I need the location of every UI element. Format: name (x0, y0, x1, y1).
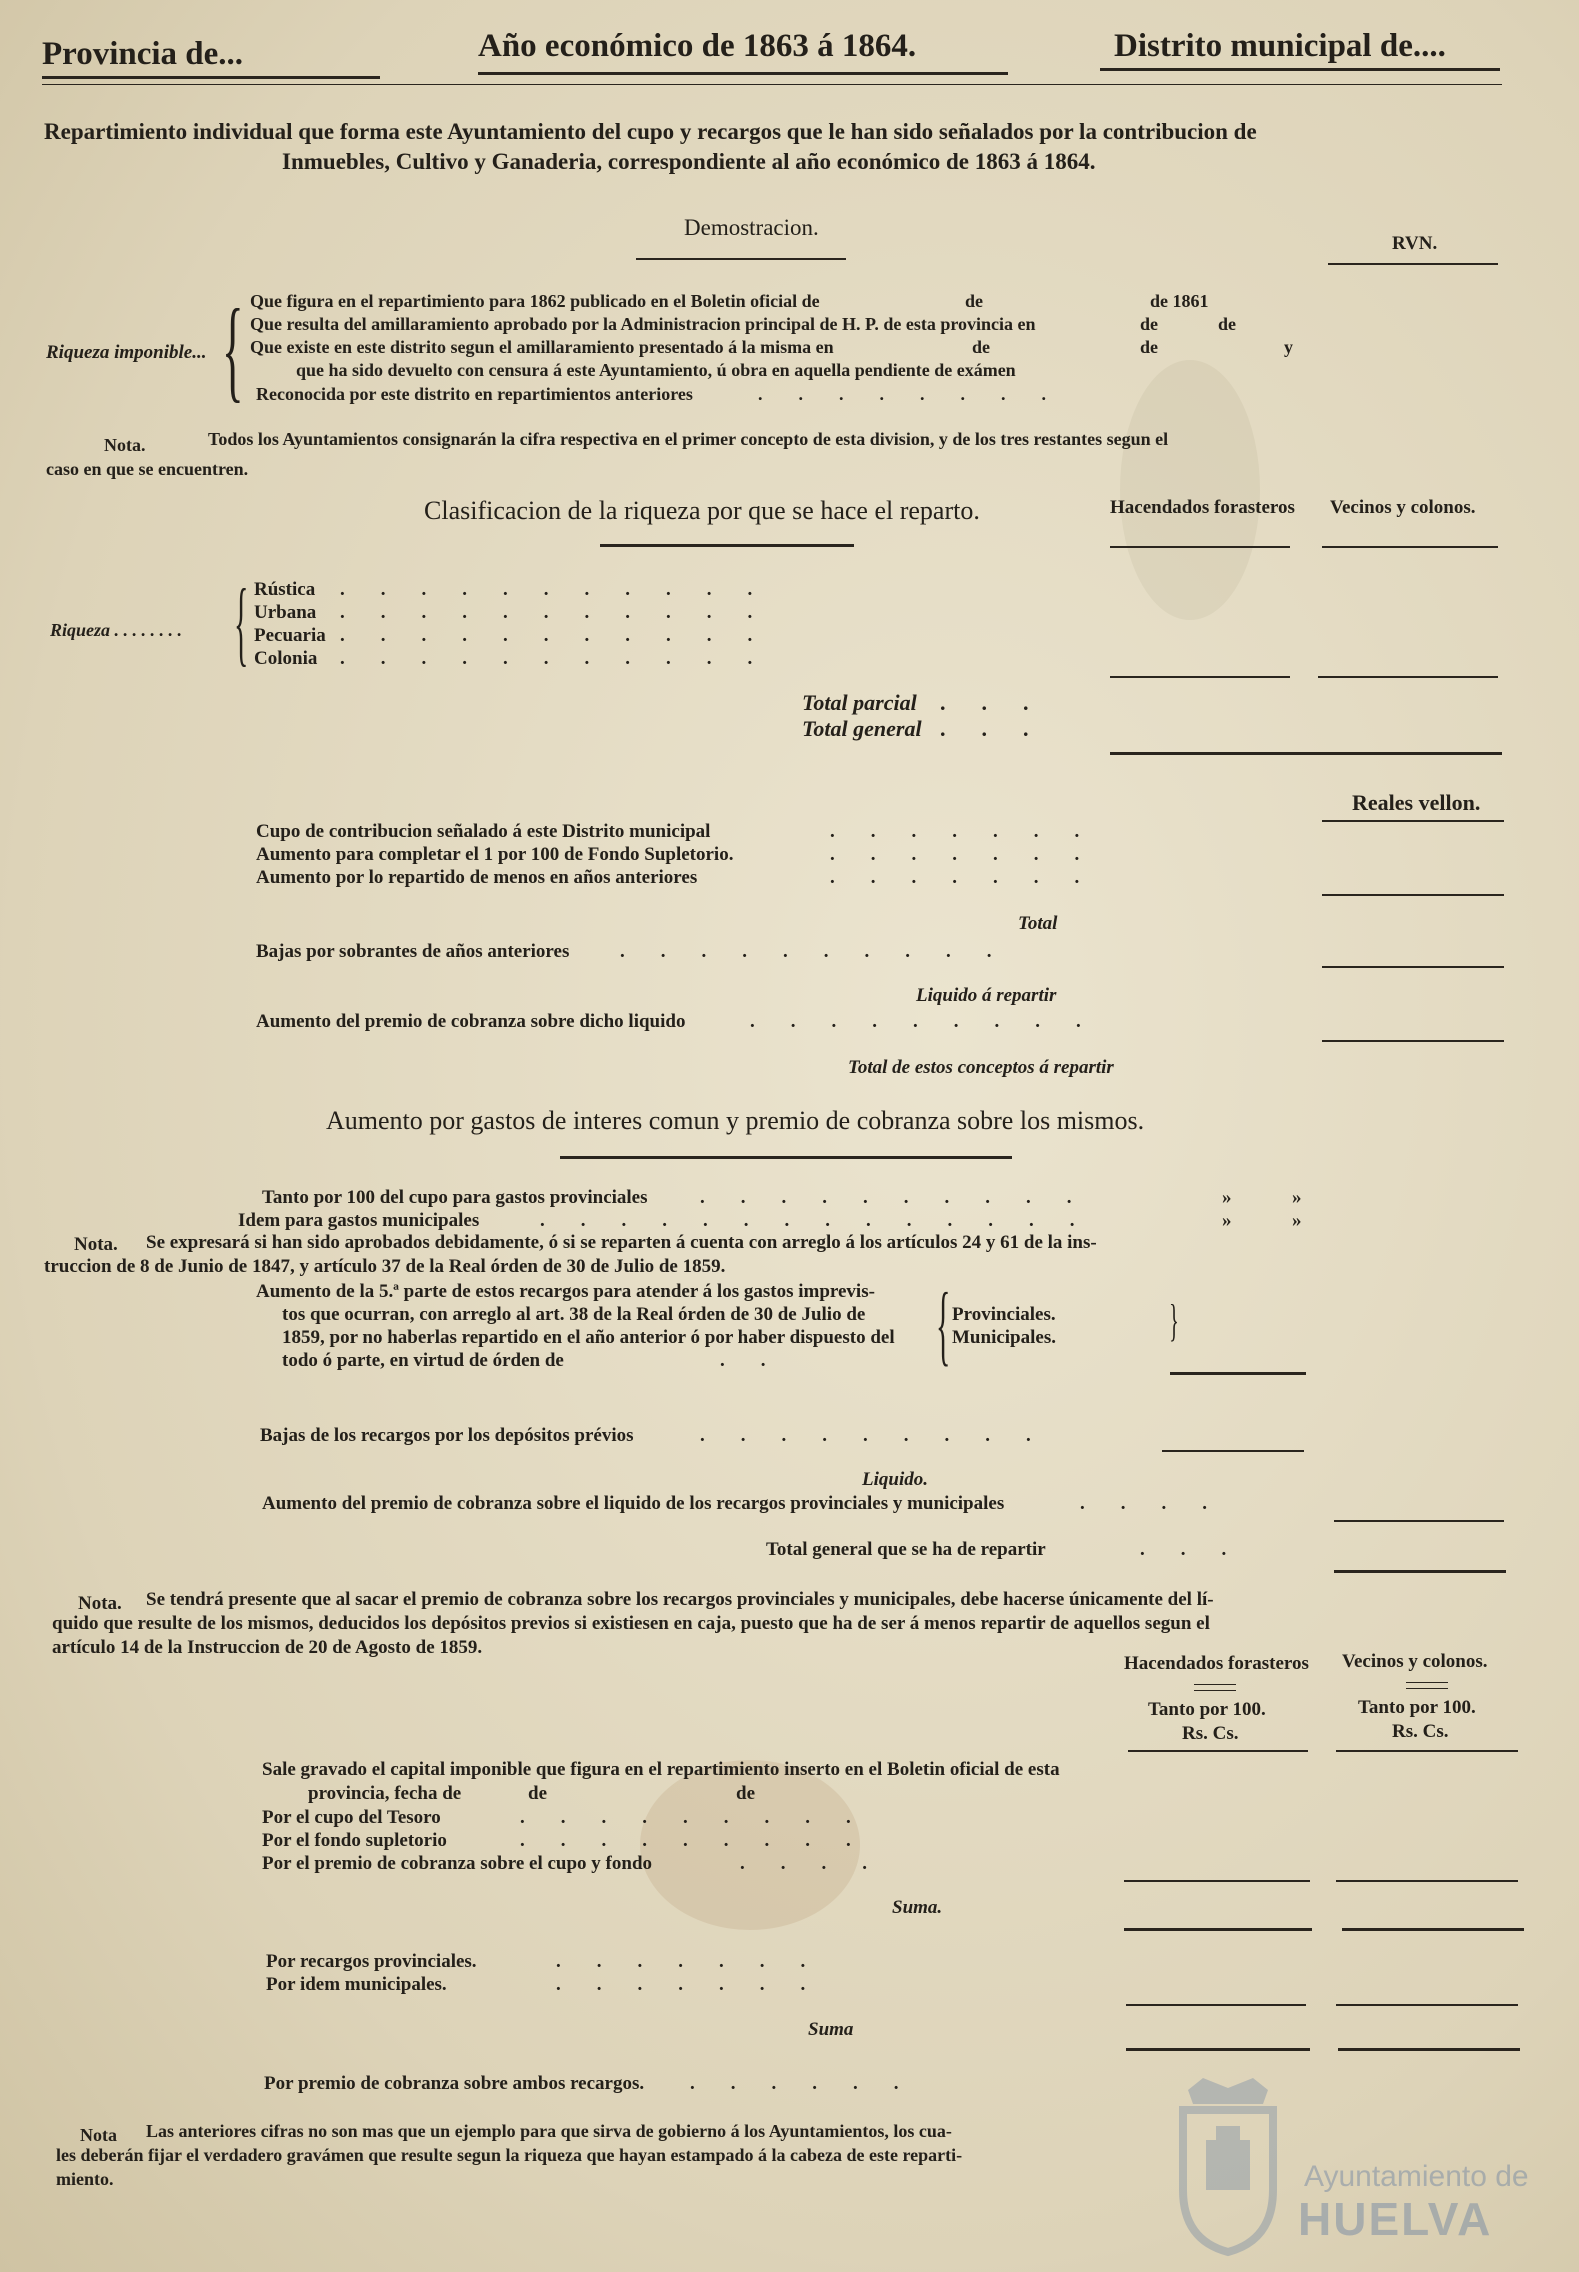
total-general-label: Total general (802, 716, 922, 741)
rule (600, 544, 854, 547)
rule (636, 258, 846, 260)
cupo-line: Aumento por lo repartido de menos en años anteriores (256, 867, 698, 888)
provinciales-label: Provinciales. (952, 1304, 1056, 1325)
rule (1406, 1682, 1448, 1683)
riqueza-item: Colonia (254, 648, 318, 669)
rule (1322, 820, 1504, 822)
note-text: les deberán fijar el verdadero gravámen que resulte segun la riqueza que hayan estampado á la cabeza de este reparti- (56, 2145, 963, 2165)
intro-line-1: Repartimiento individual que forma este Ayuntamiento del cupo y recargos que le han sido señalados por la contribucion de (44, 119, 1257, 144)
note-text: miento. (56, 2169, 114, 2189)
rule (1170, 1372, 1306, 1375)
suma-label: Suma. (892, 1897, 943, 1918)
rule (1162, 1450, 1304, 1452)
gravado-line: Por el premio de cobranza sobre el cupo y fondo (262, 1853, 653, 1874)
gravado-line: Por el fondo supletorio (262, 1830, 447, 1851)
bajas-line: Bajas por sobrantes de años anteriores (256, 941, 570, 962)
date-de: de (1218, 314, 1236, 334)
rule (560, 1156, 1012, 1159)
rvn-column-header: RVN. (1392, 233, 1438, 254)
watermark-text: Ayuntamiento de (1304, 2160, 1529, 2193)
date-de: de (972, 337, 990, 357)
aumento-line: tos que ocurran, con arreglo al art. 38 de la Real órden de 30 de Julio de (282, 1304, 866, 1325)
hacendados-column-header: Hacendados forasteros (1110, 497, 1295, 518)
rule (42, 84, 1502, 85)
rule (1126, 2004, 1306, 2006)
riqueza-item: Urbana (254, 602, 317, 623)
riqueza-item: Pecuaria (254, 625, 326, 646)
cupo-line: Aumento para completar el 1 por 100 de Fondo Supletorio. (256, 844, 734, 865)
demostracion-item: Que figura en el repartimiento para 1862 publicado en el Boletin oficial de (250, 291, 820, 311)
riqueza-item: Rústica (254, 579, 316, 600)
rule (1110, 546, 1290, 548)
rule (478, 72, 1008, 75)
premio-line: Aumento del premio de cobranza sobre dicho liquido (256, 1011, 686, 1032)
note-text: truccion de 8 de Junio de 1847, y artículo 37 de la Real órden de 30 de Julio de 1859. (44, 1256, 726, 1277)
rule (1126, 2048, 1310, 2051)
rule (1322, 966, 1504, 968)
rs-cs-header: Rs. Cs. (1392, 1721, 1449, 1742)
gastos-line: Idem para gastos municipales (238, 1210, 480, 1231)
brace: { (1169, 1295, 1179, 1346)
liquido-label: Liquido. (862, 1469, 928, 1490)
brace: { (234, 569, 249, 675)
conjunction-y: y (1284, 337, 1293, 357)
rule (1124, 1928, 1312, 1931)
note-text: Todos los Ayuntamientos consignarán la cifra respectiva en el primer concepto de esta division, y de los tres restantes segun el (208, 429, 1169, 449)
gravado-line: Por idem municipales. (266, 1974, 447, 1995)
rule (1334, 1520, 1504, 1522)
aumento-line: 1859, por no haberlas repartido en el año anterior ó por haber dispuesto del (282, 1327, 895, 1348)
quote-mark: » (1222, 1210, 1232, 1231)
rule (1406, 1688, 1448, 1689)
date-de-1861: de 1861 (1150, 291, 1209, 311)
rule (1194, 1690, 1236, 1691)
total-conceptos-label: Total de estos conceptos á repartir (848, 1057, 1114, 1078)
demostracion-title: Demostracion. (684, 215, 819, 240)
suma-label: Suma (808, 2019, 854, 2040)
rule (1100, 68, 1500, 71)
note-text: Se tendrá presente que al sacar el premio de cobranza sobre los recargos provinciales y municipales, debe hacerse únicamente del lí- (146, 1589, 1214, 1610)
rule (1328, 263, 1498, 265)
rule (1322, 546, 1498, 548)
bajas-recargos-line: Bajas de los recargos por los depósitos prévios (260, 1425, 634, 1446)
demostracion-item: Reconocida por este distrito en repartimientos anteriores (256, 384, 693, 404)
municipales-label: Municipales. (952, 1327, 1056, 1348)
total-parcial-label: Total parcial (802, 690, 917, 715)
note-label: Nota. (104, 435, 146, 455)
rule (1336, 1750, 1518, 1752)
rule (1342, 1928, 1524, 1931)
date-de: de (1140, 337, 1158, 357)
demostracion-item: que ha sido devuelto con censura á este Ayuntamiento, ú obra en aquella pendiente de exámen (296, 360, 1016, 380)
aumento-line: Aumento de la 5.ª parte de estos recargos para atender á los gastos imprevis- (256, 1281, 875, 1302)
rule (1124, 1880, 1310, 1882)
ayuntamiento-seal-icon (1168, 2070, 1288, 2260)
demostracion-item: Que existe en este distrito segun el amillaramiento presentado á la misma en (250, 337, 834, 357)
note-label: Nota. (78, 1593, 122, 1614)
note-text: quido que resulte de los mismos, deducidos los depósitos previos si existiesen en caja, puesto que ha de ser á menos repartir de aquellos segun el (52, 1613, 1210, 1634)
gravado-line: Por recargos provinciales. (266, 1951, 477, 1972)
rs-cs-header: Rs. Cs. (1182, 1723, 1239, 1744)
quote-mark: » (1292, 1210, 1302, 1231)
gravado-line: Por el cupo del Tesoro (262, 1807, 441, 1828)
rule (1322, 894, 1504, 896)
liquido-label: Liquido á repartir (916, 985, 1057, 1006)
rule (1110, 752, 1502, 755)
gravado-line: Sale gravado el capital imponible que figura en el repartimiento inserto en el Boletin oficial de esta (262, 1759, 1060, 1780)
rule (1336, 2004, 1518, 2006)
paper-stain (1120, 360, 1260, 620)
rule (1194, 1684, 1236, 1685)
date-de: de (965, 291, 983, 311)
vecinos-column-header: Vecinos y colonos. (1330, 497, 1476, 518)
note-text: Las anteriores cifras no son mas que un ejemplo para que sirva de gobierno á los Ayuntamientos, los cua- (146, 2121, 952, 2141)
rule (1110, 676, 1290, 678)
note-text: artículo 14 de la Instruccion de 20 de Agosto de 1859. (52, 1637, 483, 1658)
rule (1318, 676, 1498, 678)
gastos-title: Aumento por gastos de interes comun y premio de cobranza sobre los mismos. (326, 1106, 1145, 1135)
gastos-line: Tanto por 100 del cupo para gastos provinciales (262, 1187, 648, 1208)
rule (1336, 1880, 1518, 1882)
rule (1128, 1750, 1308, 1752)
demostracion-item: Que resulta del amillaramiento aprobado por la Administracion principal de H. P. de esta provincia en (250, 314, 1036, 334)
brace: { (936, 1274, 951, 1375)
cupo-line: Cupo de contribucion señalado á este Distrito municipal (256, 821, 711, 842)
note-label: Nota. (74, 1234, 118, 1255)
reales-vellon-header: Reales vellon. (1352, 790, 1481, 815)
rule (1338, 2048, 1520, 2051)
total-general-repartir-label: Total general que se ha de repartir (766, 1539, 1046, 1560)
tanto-por-100-header: Tanto por 100. (1148, 1699, 1266, 1720)
hacendados-column-header: Hacendados forasteros (1124, 1653, 1309, 1674)
intro-line-2: Inmuebles, Cultivo y Ganaderia, correspondiente al año económico de 1863 á 1864. (282, 149, 1096, 174)
fiscal-year-title: Año económico de 1863 á 1864. (478, 28, 917, 64)
rule (1334, 1570, 1506, 1573)
gravado-line: provincia, fecha de (308, 1783, 462, 1804)
premio-recargos-line: Aumento del premio de cobranza sobre el liquido de los recargos provinciales y municipales (262, 1493, 1005, 1514)
aumento-line: todo ó parte, en virtud de órden de (282, 1350, 564, 1371)
brace: { (222, 285, 244, 413)
watermark-text: HUELVA (1298, 2193, 1493, 2245)
riqueza-imponible-label: Riqueza imponible... (46, 342, 207, 363)
riqueza-label: Riqueza . . . . . . . . (50, 620, 183, 640)
quote-mark: » (1292, 1187, 1302, 1208)
date-de: de (528, 1783, 547, 1804)
total-label: Total (1018, 913, 1058, 934)
gravado-line: Por premio de cobranza sobre ambos recargos. (264, 2073, 645, 2094)
note-text: caso en que se encuentren. (46, 459, 249, 479)
rule (1322, 1040, 1504, 1042)
date-de: de (1140, 314, 1158, 334)
clasificacion-title: Clasificacion de la riqueza por que se hace el reparto. (424, 496, 980, 525)
province-label: Provincia de... (42, 36, 244, 72)
date-de: de (736, 1783, 755, 1804)
tanto-por-100-header: Tanto por 100. (1358, 1697, 1476, 1718)
note-label: Nota (80, 2125, 117, 2145)
note-text: Se expresará si han sido aprobados debidamente, ó si se reparten á cuenta con arreglo á los artículos 24 y 61 de la ins- (146, 1232, 1097, 1253)
district-label: Distrito municipal de.... (1114, 28, 1446, 64)
rule (42, 76, 380, 79)
quote-mark: » (1222, 1187, 1232, 1208)
vecinos-column-header: Vecinos y colonos. (1342, 1651, 1488, 1672)
